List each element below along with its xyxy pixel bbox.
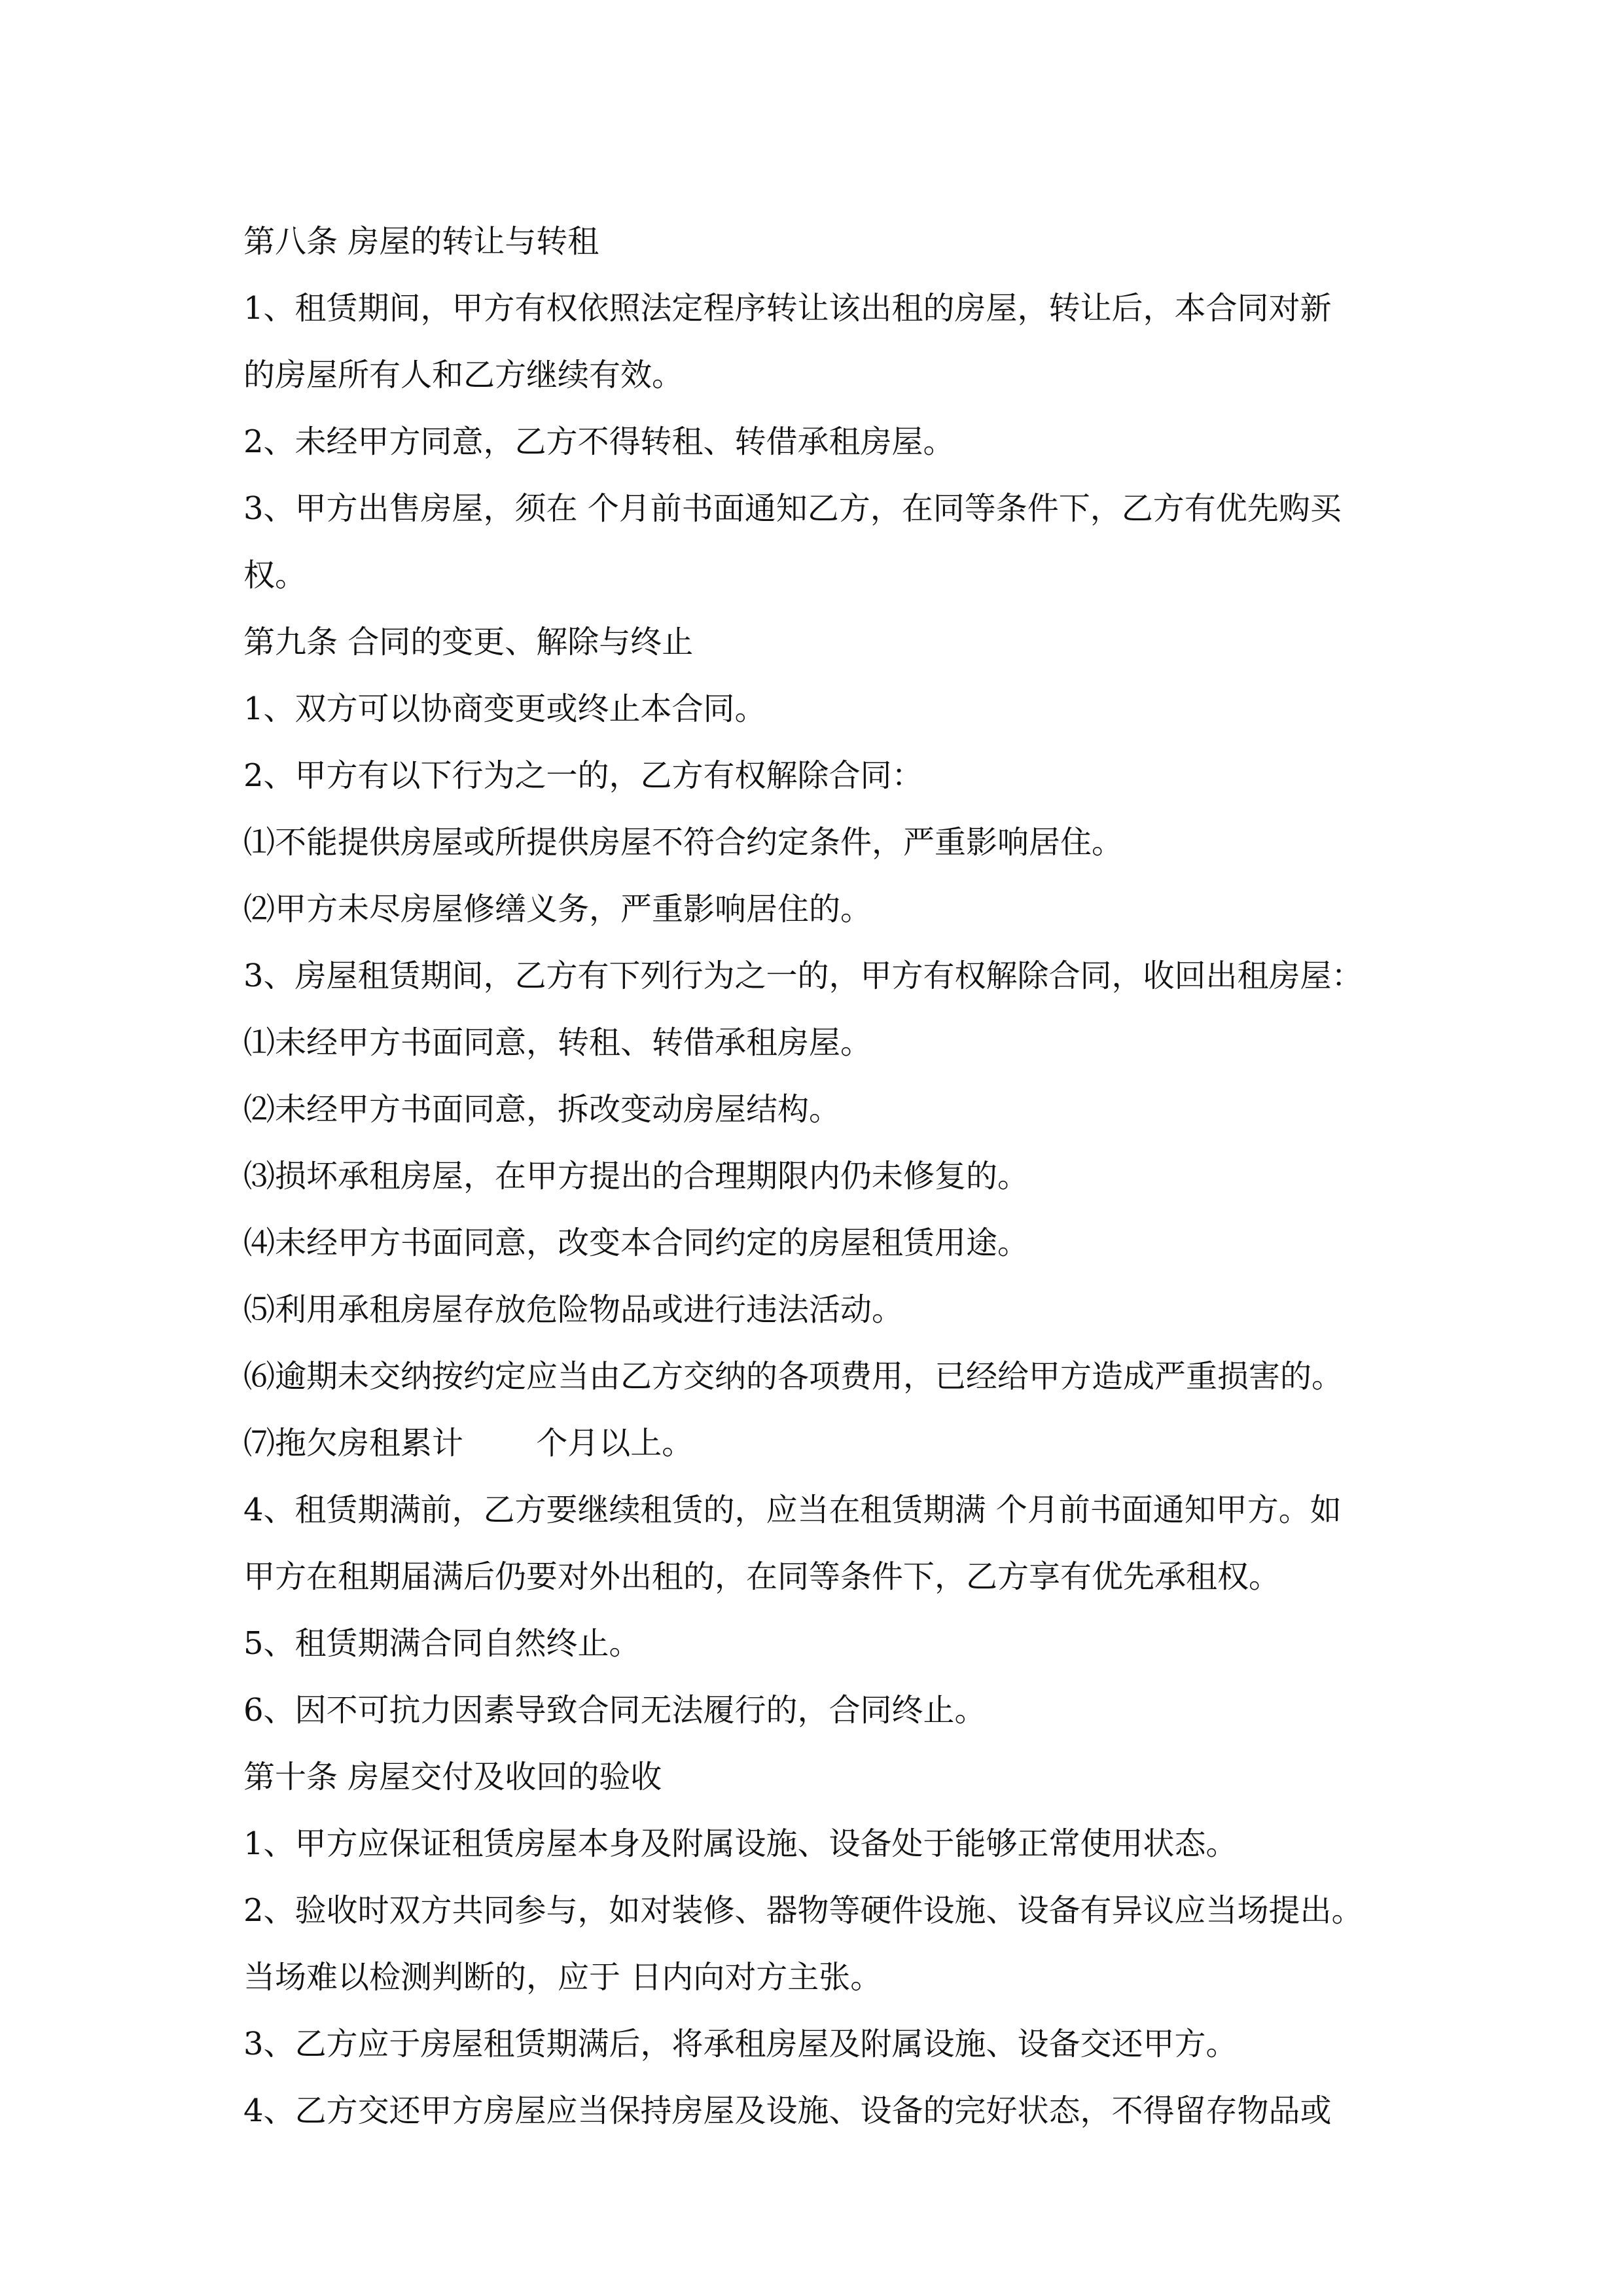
text-line: ⑷未经甲方书面同意，改变本合同约定的房屋租赁用途。 [243, 1225, 1029, 1261]
text-line: 4、乙方交还甲方房屋应当保持房屋及设施、设备的完好状态，不得留存物品或 [243, 2092, 1332, 2129]
text-line: 1、甲方应保证租赁房屋本身及附属设施、设备处于能够正常使用状态。 [243, 1825, 1238, 1862]
text-line: 当场难以检测判断的，应于 日内向对方主张。 [243, 1959, 882, 1996]
article-8-heading: 第八条 房屋的转让与转租 [243, 223, 599, 260]
text-line: 5、租赁期满合同自然终止。 [243, 1625, 641, 1662]
text-line: 的房屋所有人和乙方继续有效。 [243, 357, 684, 393]
text-line: ⑶损坏承租房屋，在甲方提出的合理期限内仍未修复的。 [243, 1158, 1029, 1194]
text-line: ⑵未经甲方书面同意，拆改变动房屋结构。 [243, 1091, 841, 1128]
text-line: ⑹逾期未交纳按约定应当由乙方交纳的各项费用，已经给甲方造成严重损害的。 [243, 1358, 1344, 1395]
text-line: ⑸利用承租房屋存放危险物品或进行违法活动。 [243, 1291, 904, 1328]
article-10-heading: 第十条 房屋交付及收回的验收 [243, 1759, 662, 1795]
text-line: 3、房屋租赁期间，乙方有下列行为之一的，甲方有权解除合同，收回出租房屋： [243, 958, 1363, 994]
text-line: ⑵甲方未尽房屋修缮义务，严重影响居住的。 [243, 891, 872, 927]
text-line: 3、乙方应于房屋租赁期满后，将承租房屋及附属设施、设备交还甲方。 [243, 2026, 1238, 2062]
text-line: 权。 [243, 557, 307, 594]
document-body [243, 208, 1421, 2144]
text-line: 1、双方可以协商变更或终止本合同。 [243, 691, 766, 727]
text-line: 6、因不可抗力因素导致合同无法履行的，合同终止。 [243, 1692, 986, 1729]
text-line: ⑴不能提供房屋或所提供房屋不符合约定条件，严重影响居住。 [243, 824, 1124, 861]
article-9-heading: 第九条 合同的变更、解除与终止 [243, 624, 694, 660]
text-line: ⑺拖欠房租累计 个月以上。 [243, 1425, 694, 1462]
text-line: 4、租赁期满前，乙方要继续租赁的，应当在租赁期满 个月前书面通知甲方。如 [243, 1492, 1342, 1528]
text-line: 3、甲方出售房屋，须在 个月前书面通知乙方，在同等条件下，乙方有优先购买 [243, 490, 1342, 527]
text-line: 2、验收时双方共同参与，如对装修、器物等硬件设施、设备有异议应当场提出。 [243, 1892, 1363, 1929]
text-line: 2、甲方有以下行为之一的，乙方有权解除合同： [243, 757, 923, 794]
text-line: 1、租赁期间，甲方有权依照法定程序转让该出租的房屋，转让后，本合同对新 [243, 290, 1332, 327]
text-line: 甲方在租期届满后仍要对外出租的，在同等条件下，乙方享有优先承租权。 [243, 1558, 1281, 1595]
text-line: ⑴未经甲方书面同意，转租、转借承租房屋。 [243, 1024, 872, 1061]
text-line: 2、未经甲方同意，乙方不得转租、转借承租房屋。 [243, 423, 955, 460]
